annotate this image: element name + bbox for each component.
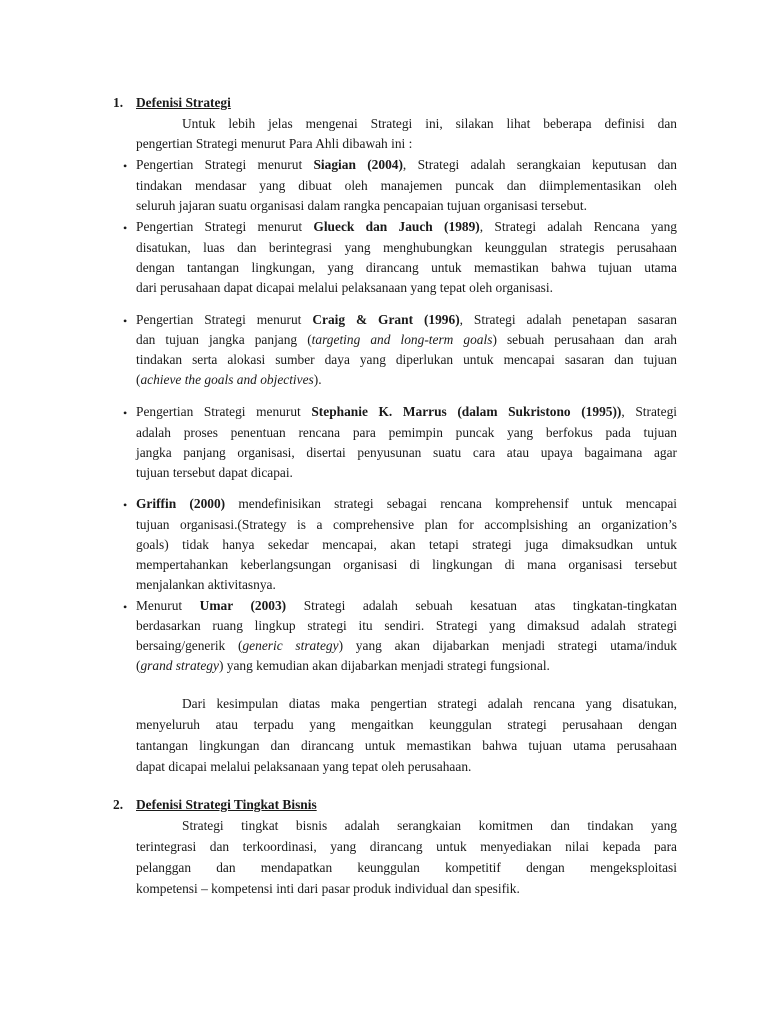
bullet-3-line-4: (achieve the goals and objectives). [136, 372, 322, 387]
bullet-6-marker: • [123, 600, 128, 614]
section-2-line-3: pelanggan dan mendapatkan keunggulan kompetitif dengan mengeksploitasi [136, 860, 677, 875]
bullet-1-line-1: Pengertian Strategi menurut Siagian (2004), Strategi adalah serangkaian keputusan dan [136, 157, 677, 172]
conclusion-line-2: menyeluruh atau terpadu yang mengaitkan keunggulan strategi perusahaan dengan [136, 717, 677, 732]
bullet-2-line-3: dengan tantangan lingkungan, yang dirancang untuk memastikan bahwa tujuan utama [136, 260, 677, 275]
bullet-1-line-3: seluruh jajaran suatu organisasi dalam rangka pencapaian tujuan organisasi tersebut. [136, 198, 587, 213]
bullet-6-line-2: berdasarkan ruang lingkup strategi itu sendiri. Strategi yang dimaksud adalah strategi [136, 618, 677, 633]
bullet-3-marker: • [123, 314, 128, 328]
bullet-4-line-3: jangka panjang organisasi, disertai penyusunan suatu cara atau upaya bagaimana agar [136, 445, 677, 460]
conclusion-line-4: dapat dicapai melalui pelaksanaan yang tepat oleh perusahaan. [136, 759, 472, 774]
bullet-2-line-1: Pengertian Strategi menurut Glueck dan Jauch (1989), Strategi adalah Rencana yang [136, 219, 677, 234]
section-1-number: 1. [113, 95, 124, 110]
bullet-3-line-1: Pengertian Strategi menurut Craig & Grant (1996), Strategi adalah penetapan sasaran [136, 312, 677, 327]
section-2-line-4: kompetensi – kompetensi inti dari pasar produk individual dan spesifik. [136, 881, 520, 896]
bullet-5-line-5: menjalankan aktivitasnya. [136, 577, 276, 592]
bullet-5-marker: • [123, 498, 128, 512]
bullet-5-line-1: Griffin (2000) mendefinisikan strategi sebagai rencana komprehensif untuk mencapai [136, 496, 677, 511]
bullet-5-line-2: tujuan organisasi.(Strategy is a comprehensive plan for accomplsishing an organization’s [136, 517, 677, 532]
bullet-5-line-4: mempertahankan keberlangsungan organisasi di lingkungan di mana organisasi tersebut [136, 557, 677, 572]
section-2-line-1: Strategi tingkat bisnis adalah serangkaian komitmen dan tindakan yang [182, 818, 677, 833]
bullet-1-line-2: tindakan mendasar yang dibuat oleh manajemen puncak dan diimplementasikan oleh [136, 178, 677, 193]
bullet-6-line-4: (grand strategy) yang kemudian akan dijabarkan menjadi strategi fungsional. [136, 658, 550, 673]
bullet-3-line-2: dan tujuan jangka panjang (targeting and long-term goals) sebuah perusahaan dan arah [136, 332, 677, 347]
conclusion-line-1: Dari kesimpulan diatas maka pengertian strategi adalah rencana yang disatukan, [182, 696, 677, 711]
section-2-line-2: terintegrasi dan terkoordinasi, yang dirancang untuk menyediakan nilai kepada para [136, 839, 677, 854]
intro-line-2: pengertian Strategi menurut Para Ahli dibawah ini : [136, 136, 413, 151]
section-2-number: 2. [113, 797, 124, 812]
conclusion-line-3: tantangan lingkungan dan dirancang untuk memastikan bahwa tujuan utama perusahaan [136, 738, 677, 753]
bullet-2-line-2: disatukan, luas dan berintegrasi yang menghubungkan keunggulan strategis perusahaan [136, 240, 677, 255]
bullet-6-line-1: Menurut Umar (2003) Strategi adalah sebuah kesatuan atas tingkatan-tingkatan [136, 598, 677, 613]
section-1-title: Defenisi Strategi [136, 95, 231, 110]
bullet-4-line-2: adalah proses penentuan rencana para pemimpin puncak yang berfokus pada tujuan [136, 425, 677, 440]
bullet-4-marker: • [123, 406, 128, 420]
bullet-4-line-1: Pengertian Strategi menurut Stephanie K. Marrus (dalam Sukristono (1995)), Strategi [136, 404, 677, 419]
bullet-2-line-4: dari perusahaan dapat dicapai melalui pelaksanaan yang tepat oleh organisasi. [136, 280, 553, 295]
bullet-3-line-3: tindakan serta alokasi sumber daya yang diperlukan untuk mencapai sasaran dan tujuan [136, 352, 677, 367]
bullet-1-marker: • [123, 159, 128, 173]
section-2-title: Defenisi Strategi Tingkat Bisnis [136, 797, 317, 812]
bullet-2-marker: • [123, 221, 128, 235]
bullet-5-line-3: goals) tidak hanya sekedar mencapai, akan tetapi strategi juga dimaksudkan untuk [136, 537, 677, 552]
intro-line-1: Untuk lebih jelas mengenai Strategi ini, silakan lihat beberapa definisi dan [182, 116, 677, 131]
bullet-6-line-3: bersaing/generik (generic strategy) yang akan dijabarkan menjadi strategi utama/induk [136, 638, 678, 653]
bullet-4-line-4: tujuan tersebut dapat dicapai. [136, 465, 293, 480]
